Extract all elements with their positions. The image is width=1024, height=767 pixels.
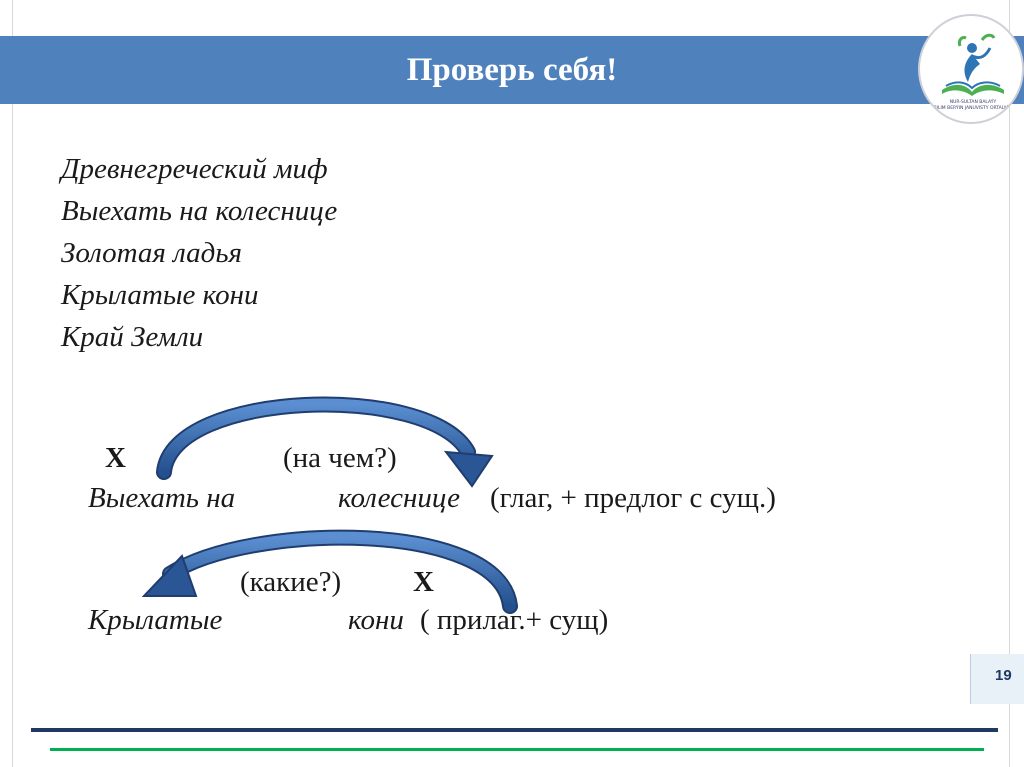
example1-marker: Х (105, 442, 126, 474)
example2-marker: Х (413, 566, 434, 598)
example1-question: (на чем?) (283, 442, 397, 474)
page-number: 19 (995, 667, 1012, 684)
footer-rule-blue (31, 728, 998, 732)
example2-question: (какие?) (240, 566, 342, 598)
phrase-item: Выехать на колеснице (61, 195, 338, 227)
phrase-item: Крылатые кони (61, 279, 259, 311)
example2-note: ( прилаг.+ сущ) (420, 604, 609, 636)
footer-rule-green (50, 748, 984, 751)
example1-dependent-word: колеснице (338, 482, 460, 514)
example2-dependent-word: Крылатые (88, 604, 223, 636)
logo-caption-line1: NUR-SULTAN BALAÝY (949, 100, 997, 105)
phrase-item: Древнегреческий миф (61, 153, 328, 185)
phrase-item: Золотая ладья (61, 237, 243, 269)
example2-main-word: кони (348, 604, 404, 636)
example1-note: (глаг, + предлог с сущ.) (490, 482, 776, 514)
slide-title: Проверь себя! (406, 52, 618, 88)
phrase-item: Край Земли (61, 321, 204, 353)
example1-main-word: Выехать на (88, 482, 236, 514)
logo-caption-line2: BILIM BERÝIN JANUVISTY ORTALYĞY (933, 106, 1013, 111)
page-number-badge (970, 654, 1024, 704)
